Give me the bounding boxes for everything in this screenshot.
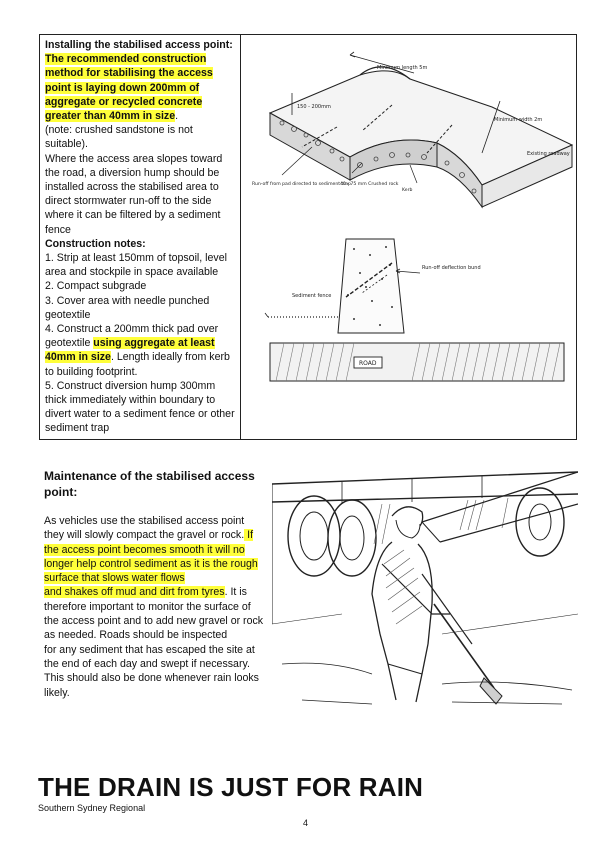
label-deflection-bund: Run-off deflection bund: [422, 265, 481, 271]
install-highlight-1: The recommended construction method for stabilising the access point is laying down 200mm of aggregate or recycled concrete greater than 40mm in size: [45, 53, 213, 123]
install-table: [39, 34, 577, 440]
construction-note-5: 5. Construct diversion hump 300mm thick immediately within boundary to divert water to a sediment fence or other sediment trap: [45, 379, 235, 435]
install-slope-text: Where the access area slopes toward the road, a diversion hump should be installed across the stabilised area to direct stormwater run-off to the side where it can be filtered by a sediment fence: [45, 152, 223, 236]
label-sediment-fence: Sediment fence: [292, 293, 332, 299]
sketch-illustration: [272, 464, 578, 710]
maint-p1: As vehicles use the stabilised access point they will slowly compact the gravel or rock.: [44, 515, 245, 542]
label-runoff-pad: Run-off from pad directed to sediment trap: [252, 182, 351, 187]
maintenance-title: Maintenance of the stabilised access point:: [44, 469, 255, 499]
note-4-end: . Length ideally from kerb to building footprint.: [45, 351, 230, 378]
construction-note-4: [45, 322, 235, 379]
organisation-name: Southern Sydney Regional: [38, 803, 146, 813]
maint-highlight-b: and shakes off mud and dirt from tyres: [44, 586, 225, 599]
access-point-diagrams: [242, 35, 577, 439]
maintenance-section: [44, 468, 266, 700]
construction-note-3: 3. Cover area with needle punched geotextile: [45, 294, 210, 321]
maint-highlight-a: If the access point becomes smooth it will no longer help control sediment as it is the rough surface that slows water flows: [44, 529, 258, 585]
maint-p3: for any sediment that has escaped the site at the end of each day and swept if necessary. This should also be done whenever rain looks likely.: [44, 643, 259, 699]
label-road: ROAD: [359, 360, 377, 367]
label-min-width: Minimum width 2m: [494, 117, 543, 123]
label-existing-roadway: Existing roadway: [527, 151, 570, 157]
install-note: (note: crushed sandstone is not suitable).: [45, 124, 193, 151]
label-kerb: Kerb: [402, 188, 413, 193]
maint-p2: . It is therefore important to monitor the surface of the access point and to add new gravel or rock as needed. Roads should be inspected: [44, 586, 264, 642]
page-number: 4: [303, 818, 309, 828]
install-highlight-end: .: [175, 110, 179, 123]
note-4-start: 4. Construct a 200mm thick pad over geotextile: [45, 323, 219, 350]
install-text-cell: [40, 35, 241, 439]
construction-note-2: 2. Compact subgrade: [45, 280, 147, 293]
construction-note-1: 1. Strip at least 150mm of topsoil, level area and stockpile in space available: [45, 252, 227, 279]
label-crushed-rock: 40 - 75 mm Crushed rock: [340, 182, 399, 187]
construction-notes-title: Construction notes:: [45, 237, 146, 250]
slogan-heading: THE DRAIN IS JUST FOR RAIN: [38, 772, 424, 802]
install-figures-cell: [242, 35, 577, 439]
install-title: Installing the stabilised access point:: [45, 39, 233, 51]
install-highlight-paragraph: [45, 52, 235, 123]
label-depth: 150 - 200mm: [297, 104, 331, 110]
plan-diagram: [265, 239, 564, 381]
maintenance-paragraph: [44, 514, 266, 700]
sweeping-worker-sketch: [272, 464, 578, 710]
note-4-highlight: using aggregate at least 40mm in size: [45, 337, 215, 364]
label-min-length: Minimum length 5m: [377, 65, 428, 71]
